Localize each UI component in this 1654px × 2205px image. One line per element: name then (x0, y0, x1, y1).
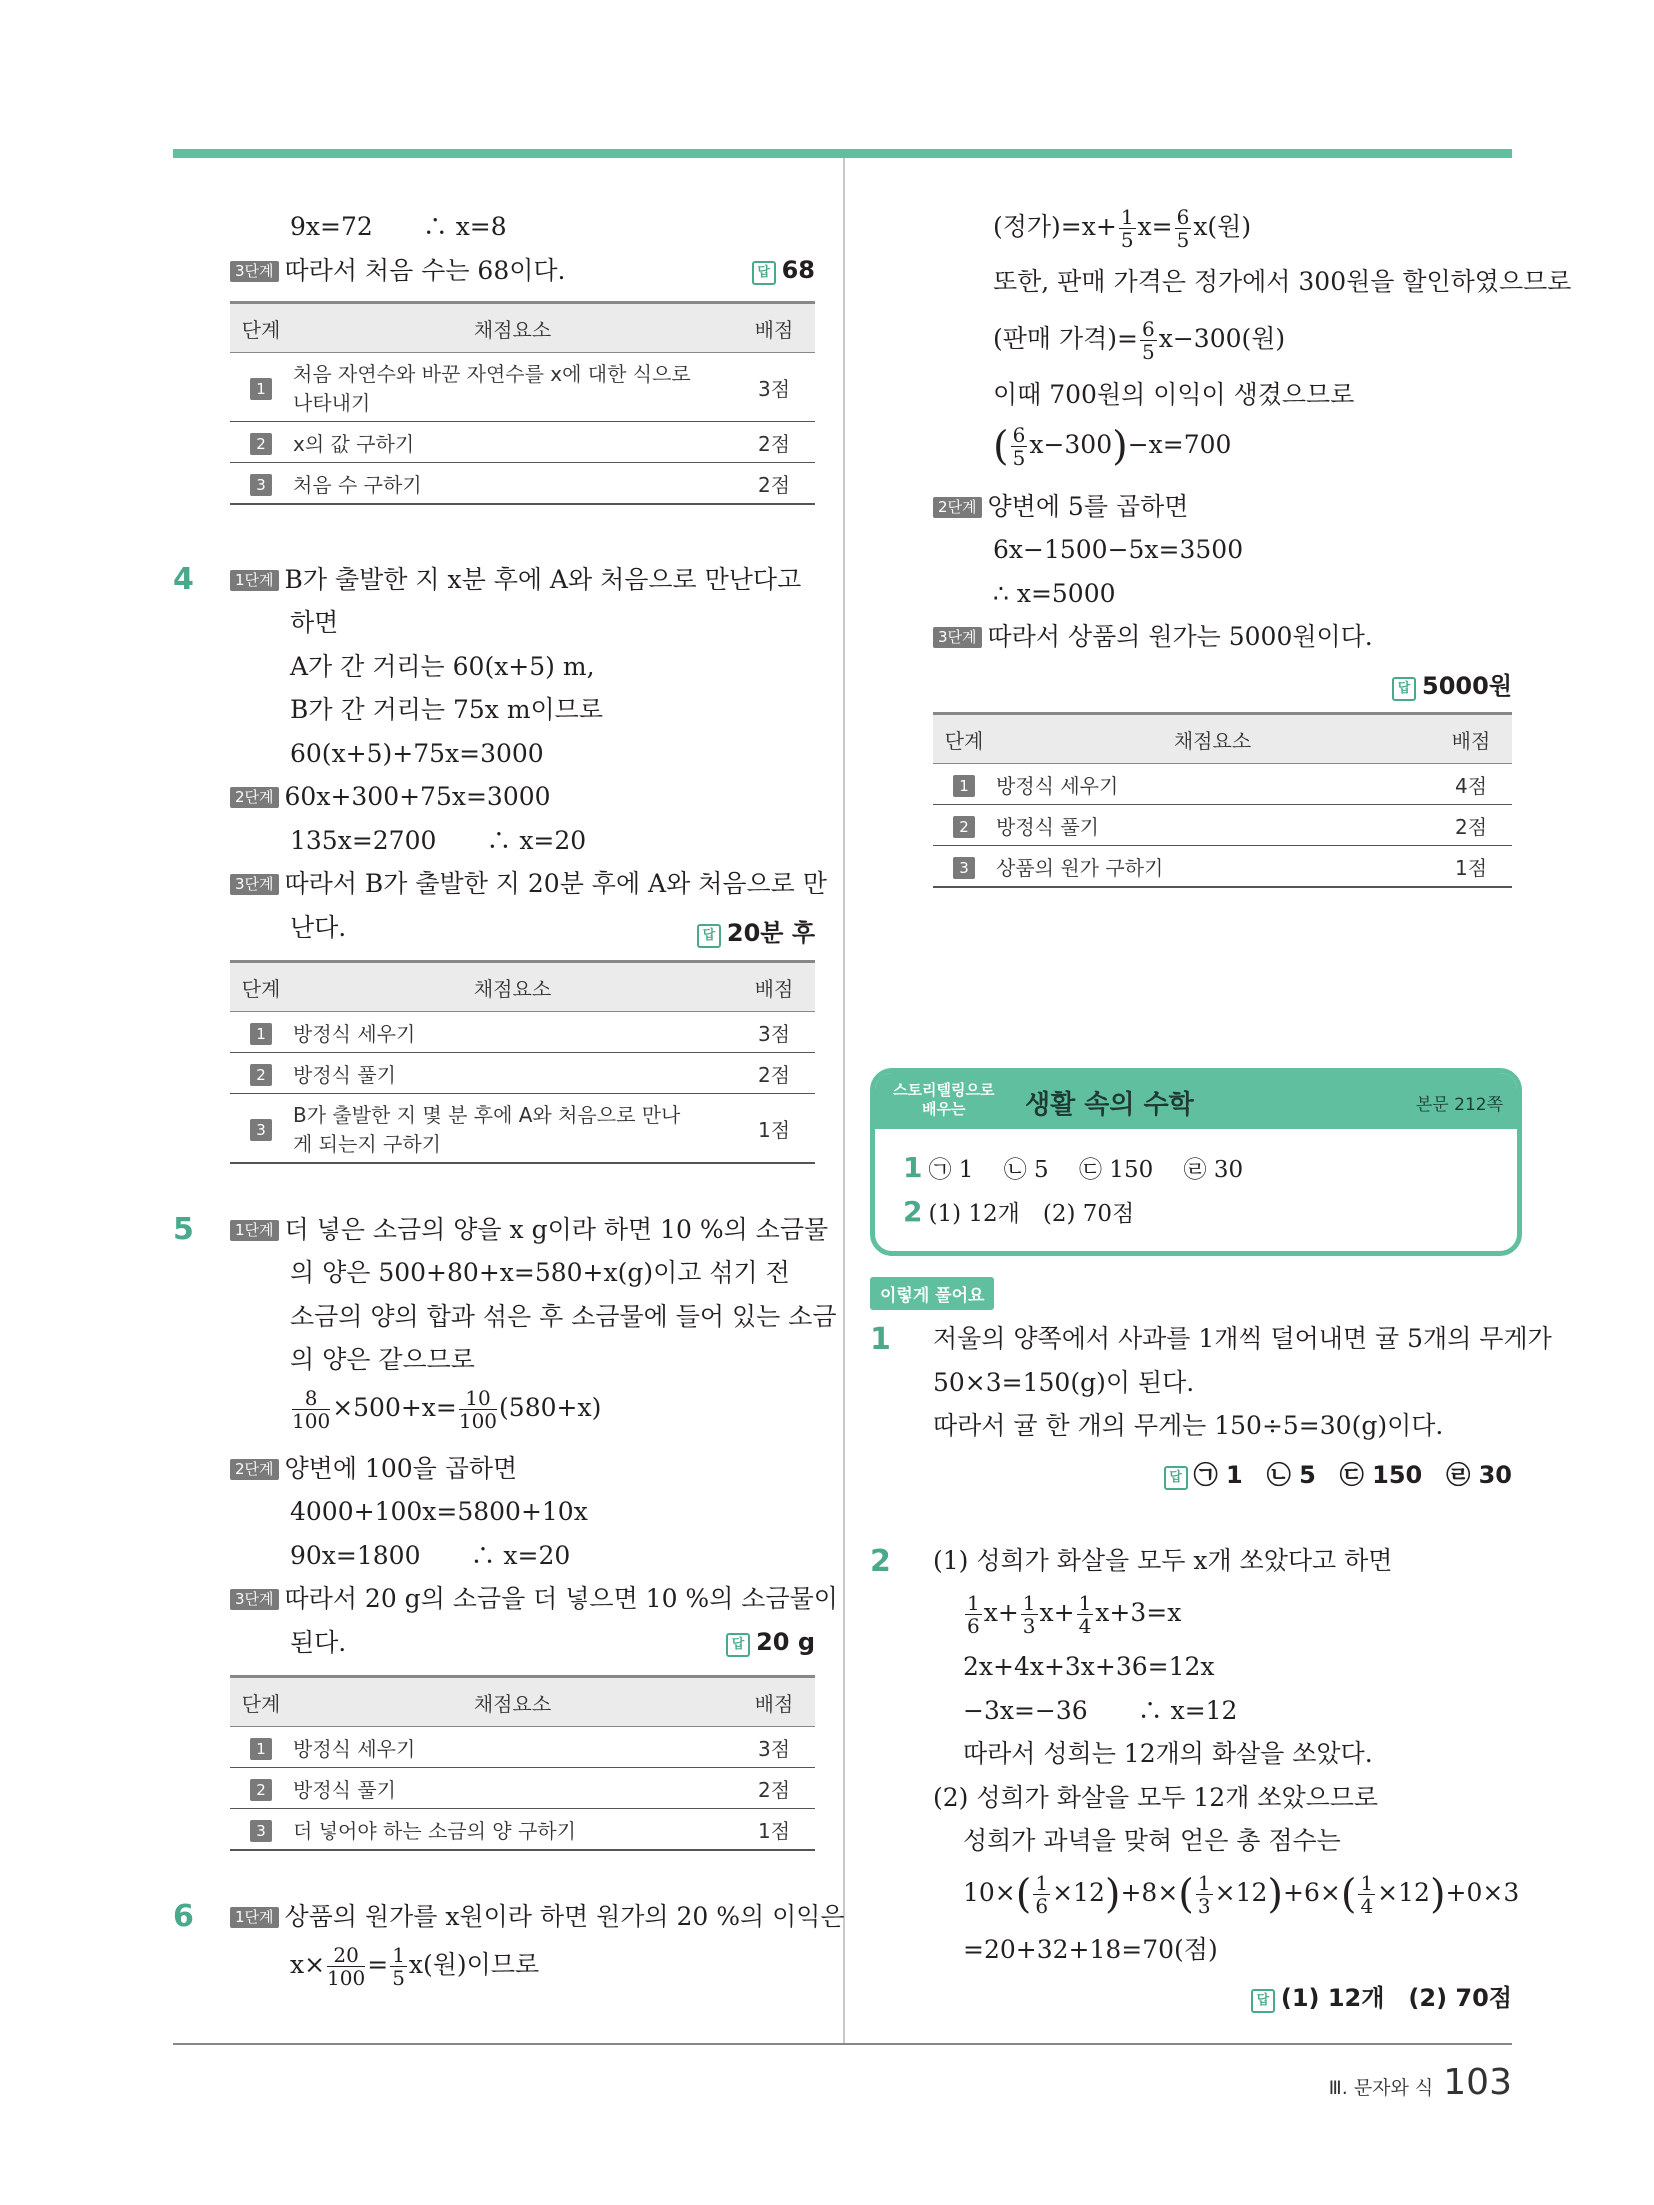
table-row: 3 더 넣어야 하는 소금의 양 구하기 1점 (230, 1809, 815, 1851)
story-title: 생활 속의 수학 (1025, 1090, 1194, 1120)
p4-line-8: 3단계 따라서 B가 출발한 지 20분 후에 A와 처음으로 만 (230, 867, 827, 901)
q1-line-3: 따라서 귤 한 개의 무게는 150÷5=30(g)이다. (933, 1411, 1444, 1440)
p6-line-r8: ∴ x=5000 (993, 579, 1116, 608)
table-row: 2 방정식 풀기 2점 (230, 1768, 815, 1809)
p4-line-3: A가 간 거리는 60(x+5) m, (290, 652, 595, 681)
p4-line-1: 1단계 B가 출발한 지 x분 후에 A와 처음으로 만난다고 (230, 563, 801, 597)
p5-line-7: 4000+100x=5800+10x (290, 1497, 588, 1526)
p5-answer: 답 20 g (230, 1628, 815, 1657)
p6-line-r2: 또한, 판매 가격은 정가에서 300원을 할인하였으므로 (993, 267, 1572, 296)
p5-line-1: 1단계 더 넣은 소금의 양을 x g이라 하면 10 %의 소금물 (230, 1213, 828, 1247)
q1-line-1: 저울의 양쪽에서 사과를 1개씩 덜어내면 귤 5개의 무게가 (933, 1324, 1552, 1353)
p6-equation-2: (정가)=x+ $\frac{1}{5}$ x= $\frac{6}{5}$ x(원) (993, 205, 1252, 252)
p6-score-table: 단계 채점요소 배점 1 방정식 세우기 4점 2 방정식 풀기 2점 3 상품의 원가 구하기 1점 (933, 712, 1512, 888)
q2-line-1: (1) 성희가 화살을 모두 x개 쏘았다고 하면 (933, 1546, 1393, 1575)
q1-answer: 답 ㉠ 1 ㉡ 5 ㉢ 150 ㉣ 30 (933, 1455, 1512, 1490)
p3-line-a: 9x=72 ∴ x=8 (290, 212, 507, 241)
table-row: 1 처음 자연수와 바꾼 자연수를 x에 대한 식으로 나타내기 3점 (230, 353, 815, 422)
q2-line-9: =20+32+18=70(점) (963, 1935, 1218, 1964)
p5-line-4: 의 양은 같으므로 (290, 1345, 475, 1374)
top-accent-bar (173, 149, 1512, 158)
q2-answer: 답 (1) 12개 (2) 70점 (933, 1978, 1512, 2013)
p4-line-7: 135x=2700 ∴ x=20 (290, 826, 587, 855)
p5-line-10: 된다. (290, 1628, 347, 1657)
q2-line-5: 따라서 성희는 12개의 화살을 쏘았다. (963, 1739, 1373, 1768)
table-row: 1 방정식 세우기 4점 (933, 764, 1512, 805)
p3-line-b: 3단계 따라서 처음 수는 68이다. (230, 254, 565, 288)
table-row: 1 방정식 세우기 3점 (230, 1727, 815, 1768)
p6-line-r4: 이때 700원의 이익이 생겼으므로 (993, 380, 1355, 409)
story-answer-1: 1 ㉠ 1 ㉡ 5 ㉢ 150 ㉣ 30 (903, 1151, 1244, 1184)
table-row: 2 방정식 풀기 2점 (933, 805, 1512, 846)
p5-equation: $\frac{8}{100}$ ×500+x= $\frac{10}{100}$ (580+x) (292, 1386, 602, 1433)
p4-line-6: 2단계 60x+300+75x=3000 (230, 780, 551, 814)
p5-line-2: 의 양은 500+80+x=580+x(g)이고 섞기 전 (290, 1258, 790, 1287)
p4-answer: 답 20분 후 (230, 913, 815, 948)
p4-line-2: 하면 (290, 608, 339, 637)
q2-line-6: (2) 성희가 화살을 모두 12개 쏘았으므로 (933, 1783, 1379, 1812)
p6-answer: 답 5000원 (933, 666, 1512, 701)
p6-line-1: 1단계 상품의 원가를 x원이라 하면 원가의 20 %의 이익은 (230, 1900, 845, 1934)
solution-badge: 이렇게 풀어요 (870, 1277, 994, 1310)
table-row: 1 방정식 세우기 3점 (230, 1012, 815, 1053)
story-page-ref: 본문 212쪽 (1415, 1095, 1503, 1115)
p5-line-6: 2단계 양변에 100을 곱하면 (230, 1452, 517, 1486)
section-label: Ⅲ. 문자와 식 (1328, 2077, 1434, 2099)
story-answer-2: 2 (1) 12개 (2) 70점 (903, 1195, 1135, 1228)
p5-line-8: 90x=1800 ∴ x=20 (290, 1541, 571, 1570)
p6-line-r6: 2단계 양변에 5를 곱하면 (933, 490, 1188, 524)
solution-number-2: 2 (870, 1544, 891, 1579)
p4-line-5: 60(x+5)+75x=3000 (290, 739, 544, 768)
p6-equation-4: ( $\frac{6}{5}$ x−300)−x=700 (993, 423, 1232, 470)
footer-rule (173, 2043, 1512, 2045)
q2-equation: $\frac{1}{6}$ x+ $\frac{1}{3}$ x+ $\frac{1}{4}$ x+3=x (967, 1591, 1182, 1638)
p4-score-table: 단계 채점요소 배점 1 방정식 세우기 3점 2 방정식 풀기 2점 3 B가 출발한 지 몇 분 후에 A와 처음으로 만나게 되는지 구하기 1점 (230, 960, 815, 1164)
q2-line-4: −3x=−36 ∴ x=12 (963, 1696, 1238, 1725)
p6-line-r7: 6x−1500−5x=3500 (993, 535, 1244, 564)
story-box (870, 1068, 1522, 1256)
p5-line-3: 소금의 양의 합과 섞은 후 소금물에 들어 있는 소금 (290, 1302, 837, 1331)
story-label: 스토리텔링으로 배우는 (893, 1081, 995, 1118)
q2-line-3: 2x+4x+3x+36=12x (963, 1652, 1215, 1681)
p4-line-4: B가 간 거리는 75x m이므로 (290, 695, 603, 724)
problem-number-6: 6 (173, 1899, 194, 1934)
step-badge: 3단계 (230, 261, 279, 282)
p5-score-table: 단계 채점요소 배점 1 방정식 세우기 3점 2 방정식 풀기 2점 3 더 넣어야 하는 소금의 양 구하기 1점 (230, 1675, 815, 1851)
q1-line-2: 50×3=150(g)이 된다. (933, 1368, 1195, 1397)
story-header (875, 1073, 1517, 1129)
p6-line-r9: 3단계 따라서 상품의 원가는 5000원이다. (933, 620, 1373, 654)
p4-line-9: 난다. (290, 913, 347, 942)
p6-equation-3: (판매 가격)= $\frac{6}{5}$ x−300(원) (993, 317, 1286, 364)
page-number: 103 (1443, 2062, 1512, 2103)
problem-number-4: 4 (173, 562, 194, 597)
p5-line-9: 3단계 따라서 20 g의 소금을 더 넣으면 10 %의 소금물이 (230, 1582, 838, 1616)
column-divider (843, 158, 845, 2043)
page-footer (1329, 2062, 1512, 2103)
table-row: 3 상품의 원가 구하기 1점 (933, 846, 1512, 888)
table-row: 2 x의 값 구하기 2점 (230, 422, 815, 463)
problem-number-5: 5 (173, 1212, 194, 1247)
q2-line-7: 성희가 과녁을 맞혀 얻은 총 점수는 (963, 1826, 1341, 1855)
q2-sum-equation: 10×( $\frac{1}{6}$ ×12)+8×( $\frac{1}{3}$ ×12)+6×( $\frac{1}{4}$ ×12)+0×3 (963, 1871, 1520, 1918)
table-row: 3 B가 출발한 지 몇 분 후에 A와 처음으로 만나게 되는지 구하기 1점 (230, 1094, 815, 1164)
table-row: 2 방정식 풀기 2점 (230, 1053, 815, 1094)
p3-score-table: 단계 채점요소 배점 1 처음 자연수와 바꾼 자연수를 x에 대한 식으로 나타내기 3점 2 x의 값 구하기 2점 3 처음 수 구하기 2점 (230, 301, 815, 505)
p6-equation-1: x× $\frac{20}{100}$ = $\frac{1}{5}$ x(원)이므로 (290, 1943, 540, 1990)
table-row: 3 처음 수 구하기 2점 (230, 463, 815, 505)
p3-answer: 답 68 (230, 256, 815, 285)
solution-number-1: 1 (870, 1322, 891, 1357)
